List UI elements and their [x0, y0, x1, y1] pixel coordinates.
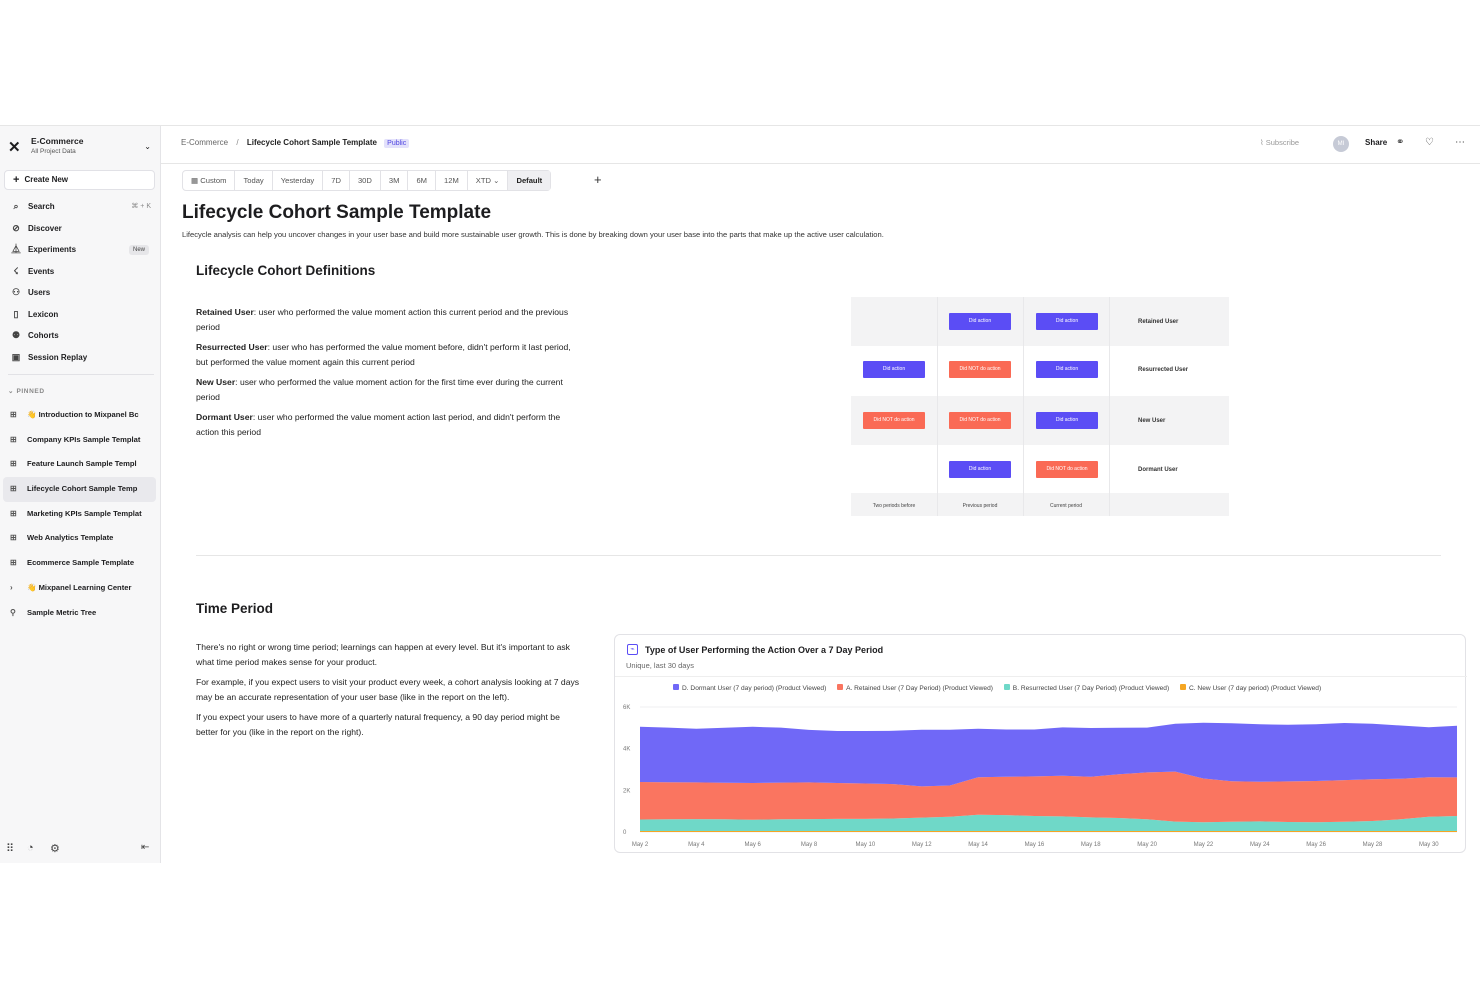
section-divider: [196, 555, 1441, 556]
date-today-button[interactable]: Today: [235, 171, 272, 190]
legend-label: B. Resurrected User (7 Day Period) (Product Viewed): [1012, 685, 1170, 692]
rss-icon: ⌇: [1260, 138, 1266, 147]
diagram-row-label: New User: [1138, 418, 1166, 424]
did-action-pill: Did action: [1036, 361, 1098, 378]
x-tick-label: May 28: [1362, 842, 1383, 848]
pinned-section-toggle[interactable]: ⌄ PINNED: [8, 388, 45, 395]
legend-label: D. Dormant User (7 day period) (Product Viewed): [682, 685, 827, 692]
pin-label: Marketing KPIs Sample Templat: [27, 508, 142, 518]
pinned-label: PINNED: [16, 388, 45, 395]
did-action-pill: Did action: [949, 461, 1011, 478]
pinned-board-item[interactable]: [0, 526, 161, 551]
board-icon: ⊞: [10, 459, 17, 469]
definition-term: Dormant User: [196, 412, 253, 422]
board-icon: ⊞: [10, 558, 17, 568]
users-icon: ⚇: [11, 287, 21, 297]
sidebar-item-label: Discover: [28, 223, 62, 233]
share-button[interactable]: Share: [1365, 138, 1388, 147]
cohorts-icon: ⚉: [11, 330, 21, 340]
x-tick-label: May 6: [744, 842, 761, 848]
diagram-column-label: Two periods before: [872, 503, 916, 509]
pin-label: Company KPIs Sample Templat: [27, 434, 141, 444]
pin-label: Lifecycle Cohort Sample Temp: [27, 484, 138, 494]
breadcrumb: [181, 138, 409, 148]
page-title: Lifecycle Cohort Sample Template: [182, 202, 492, 223]
date-7d-button[interactable]: 7D: [323, 171, 350, 190]
x-tick-label: May 22: [1193, 842, 1214, 848]
public-badge: Public: [384, 139, 409, 148]
sidebar: [0, 126, 161, 863]
diagram-column-divider: [1109, 297, 1110, 516]
paragraph: For example, if you expect users to visit your product every week, a cohort analysis looking at 7 days may be an accurate representation of your user base (like in the report on the left).: [196, 677, 580, 702]
x-tick-label: May 18: [1080, 842, 1101, 848]
workspace-switcher[interactable]: [8, 135, 154, 161]
paragraph: There's no right or wrong time period; learnings can happen at every level. But it's important to ask what time period makes sense for your product.: [196, 642, 570, 667]
x-tick-label: May 26: [1306, 842, 1326, 848]
board-icon: ⊞: [10, 434, 17, 444]
legend-item[interactable]: [673, 685, 826, 692]
lifecycle-diagram: [851, 297, 1229, 516]
sidebar-item-lexicon[interactable]: [0, 304, 161, 326]
date-xtd-dropdown[interactable]: XTD ⌄: [468, 171, 509, 190]
date-range-bar: [182, 170, 551, 191]
date-custom-button[interactable]: [183, 171, 235, 190]
diagram-row-label: Dormant User: [1138, 467, 1178, 473]
time-period-heading: Time Period: [196, 601, 274, 616]
x-tick-label: May 20: [1137, 842, 1157, 848]
sidebar-item-discover[interactable]: [0, 218, 161, 240]
diagram-column-label: Previous period: [962, 503, 998, 509]
date-6m-button[interactable]: 6M: [408, 171, 436, 190]
calendar-icon: ▦: [191, 176, 201, 185]
x-tick-label: May 12: [911, 842, 932, 848]
definitions-text: [196, 305, 581, 445]
diagram-column-divider: [937, 297, 938, 516]
pinned-board-item[interactable]: [0, 502, 161, 527]
legend-label: C. New User (7 day period) (Product Viewed): [1189, 685, 1322, 692]
subscribe-button[interactable]: [1260, 138, 1299, 147]
collapse-sidebar-icon[interactable]: ⇤: [141, 842, 150, 853]
stacked-area-chart: [615, 693, 1467, 853]
main-content: [161, 126, 1480, 863]
pin-label: Ecommerce Sample Template: [27, 558, 135, 568]
date-default-button[interactable]: Default: [508, 171, 550, 190]
search-icon: ⌕: [13, 201, 19, 211]
sidebar-item-users[interactable]: [0, 282, 161, 304]
sidebar-item-label: Experiments: [28, 245, 77, 254]
pinned-board-item[interactable]: [0, 428, 161, 453]
legend-item[interactable]: [1180, 685, 1321, 692]
breadcrumb-separator: /: [236, 138, 239, 147]
add-filter-icon[interactable]: +: [594, 172, 602, 187]
legend-swatch: [837, 684, 843, 690]
legend-item[interactable]: [1004, 685, 1169, 692]
sidebar-item-search[interactable]: [0, 196, 161, 218]
y-tick-label: 6K: [623, 705, 631, 711]
pinned-metric-tree-item[interactable]: [0, 601, 161, 626]
legend-swatch: [1180, 684, 1186, 690]
header-divider: [161, 163, 1480, 164]
sidebar-item-label: Search: [28, 202, 55, 211]
definition-item: [196, 410, 581, 439]
definition-text: : user who has performed the value moment before, didn't perform it last period, but performed the value moment again this current period: [196, 342, 571, 367]
definition-item: [196, 305, 581, 334]
report-title[interactable]: Type of User Performing the Action Over a 7 Day Period: [645, 645, 884, 655]
definition-text: : user who performed the value moment action for the first time ever during the current period: [196, 377, 563, 402]
app-window: [0, 125, 1480, 862]
legend-label: A. Retained User (7 Day Period) (Product Viewed): [846, 685, 993, 692]
shortcut-hint: ⌘ + K: [131, 203, 151, 210]
board-icon: ⊞: [10, 410, 17, 419]
board-icon: ⊞: [10, 508, 17, 518]
x-tick-label: May 10: [855, 842, 876, 848]
time-period-text: [196, 640, 581, 745]
insights-chart-icon: ⌁: [627, 644, 638, 655]
y-tick-label: 4K: [623, 746, 631, 753]
sidebar-item-label: Events: [28, 266, 55, 276]
pinned-board-item[interactable]: [0, 403, 161, 428]
sidebar-item-label: Lexicon: [28, 309, 59, 319]
x-tick-label: May 14: [968, 842, 988, 848]
chevron-right-icon: ›: [10, 582, 13, 592]
did-not-action-pill: Did NOT do action: [949, 361, 1011, 378]
date-yesterday-button[interactable]: Yesterday: [273, 171, 324, 190]
sidebar-item-label: Users: [28, 288, 51, 297]
did-action-pill: Did action: [863, 361, 925, 378]
sidebar-item-cohorts[interactable]: [0, 325, 161, 347]
sidebar-item-session-replay[interactable]: [0, 347, 161, 369]
pinned-folder-item[interactable]: [0, 576, 161, 601]
tree-icon: ⚲: [10, 607, 16, 617]
report-card[interactable]: [614, 634, 1466, 853]
flask-icon: ⏅: [11, 244, 21, 254]
did-not-action-pill: Did NOT do action: [1036, 461, 1098, 478]
breadcrumb-current: Lifecycle Cohort Sample Template: [246, 138, 377, 147]
definition-item: [196, 375, 581, 404]
header-actions: [1250, 135, 1480, 153]
x-tick-label: May 30: [1418, 842, 1439, 848]
did-not-action-pill: Did NOT do action: [863, 412, 925, 429]
apps-grid-icon[interactable]: ⠿: [6, 843, 15, 855]
sidebar-footer: [0, 835, 161, 863]
x-tick-label: May 4: [688, 842, 705, 848]
definition-term: New User: [196, 377, 236, 387]
breadcrumb-root[interactable]: E-Commerce: [181, 138, 229, 147]
events-icon: ☇: [13, 265, 19, 276]
sidebar-divider: [8, 374, 154, 375]
definition-item: [196, 340, 581, 369]
pin-label: Sample Metric Tree: [27, 607, 97, 617]
board-icon: ⊞: [10, 533, 17, 543]
mixpanel-logo-icon: ✕: [8, 139, 21, 156]
y-tick-label: 0: [623, 830, 627, 836]
pin-label: Web Analytics Template: [27, 533, 114, 543]
settings-gear-icon[interactable]: ⚙: [50, 843, 60, 855]
subscribe-label: Subscribe: [1265, 138, 1300, 147]
link-icon[interactable]: ⚭: [1396, 137, 1405, 148]
help-icon[interactable]: ◔: [27, 842, 34, 854]
date-3m-button[interactable]: 3M: [381, 171, 409, 190]
more-icon[interactable]: ⋯: [1455, 137, 1465, 148]
plus-icon: +: [13, 174, 20, 186]
sidebar-item-label: Session Replay: [28, 352, 88, 362]
pinned-list: [0, 403, 161, 625]
definition-term: Retained User: [196, 307, 254, 317]
y-tick-label: 2K: [623, 788, 631, 795]
date-option-label: Custom: [200, 176, 227, 185]
date-30d-button[interactable]: 30D: [350, 171, 381, 190]
sidebar-item-experiments[interactable]: [0, 239, 161, 261]
pin-label: Feature Launch Sample Templ: [27, 459, 137, 469]
workspace-name: E-Commerce: [31, 136, 84, 146]
area-series[interactable]: [640, 831, 1457, 832]
legend-item[interactable]: [837, 685, 993, 692]
pin-label: 👋 Introduction to Mixpanel Bc: [27, 410, 139, 419]
sidebar-item-events[interactable]: [0, 261, 161, 283]
sidebar-nav: [0, 196, 161, 368]
chevron-down-icon: ⌄: [144, 142, 151, 151]
page-description: Lifecycle analysis can help you uncover changes in your user base and build more sustainable user growth. This is done by breaking down your user base into the parts that make up the active user calculation.: [182, 230, 884, 239]
report-subtitle: Unique, last 30 days: [626, 661, 694, 670]
new-badge: New: [129, 245, 149, 255]
diagram-row-label: Retained User: [1138, 319, 1179, 325]
diagram-column-label: Current period: [1050, 503, 1082, 509]
legend-swatch: [673, 684, 679, 690]
definition-term: Resurrected User: [196, 342, 268, 352]
board-icon: ⊞: [10, 484, 17, 494]
x-tick-label: May 8: [800, 842, 818, 848]
create-new-label: Create New: [24, 175, 69, 184]
pinned-board-item[interactable]: [0, 551, 161, 576]
chart-legend: [673, 684, 1330, 692]
did-action-pill: Did action: [1036, 412, 1098, 429]
definition-text: : user who performed the value moment action this current period and the previous period: [196, 307, 569, 332]
avatar[interactable]: MI: [1333, 136, 1349, 152]
diagram-row-label: Resurrected User: [1138, 367, 1189, 373]
workspace-subtitle: All Project Data: [31, 148, 76, 155]
card-divider: [615, 676, 1467, 677]
compass-icon: ⊘: [12, 222, 20, 233]
date-12m-button[interactable]: 12M: [436, 171, 468, 190]
pinned-board-item-active[interactable]: [3, 477, 156, 502]
x-tick-label: May 2: [631, 842, 649, 848]
definition-text: : user who performed the value moment action last period, and didn't perform the action this period: [196, 412, 561, 437]
heart-icon[interactable]: ♡: [1425, 137, 1434, 148]
definitions-heading: Lifecycle Cohort Definitions: [196, 263, 376, 278]
paragraph: If you expect your users to have more of a quarterly natural frequency, a 90 day period might be better for you (like in the report on the right).: [196, 712, 560, 737]
x-tick-label: May 24: [1249, 842, 1270, 848]
diagram-column-divider: [1023, 297, 1024, 516]
did-action-pill: Did action: [949, 313, 1011, 330]
create-new-button[interactable]: [4, 170, 155, 190]
replay-icon: ▣: [11, 351, 21, 362]
sidebar-item-label: Cohorts: [28, 331, 59, 340]
pinned-board-item[interactable]: [0, 452, 161, 477]
x-tick-label: May 16: [1024, 842, 1045, 848]
book-icon: ▯: [13, 308, 19, 319]
legend-swatch: [1004, 684, 1010, 690]
did-not-action-pill: Did NOT do action: [949, 412, 1011, 429]
pin-label: 👋 Mixpanel Learning Center: [27, 582, 132, 592]
did-action-pill: Did action: [1036, 313, 1098, 330]
